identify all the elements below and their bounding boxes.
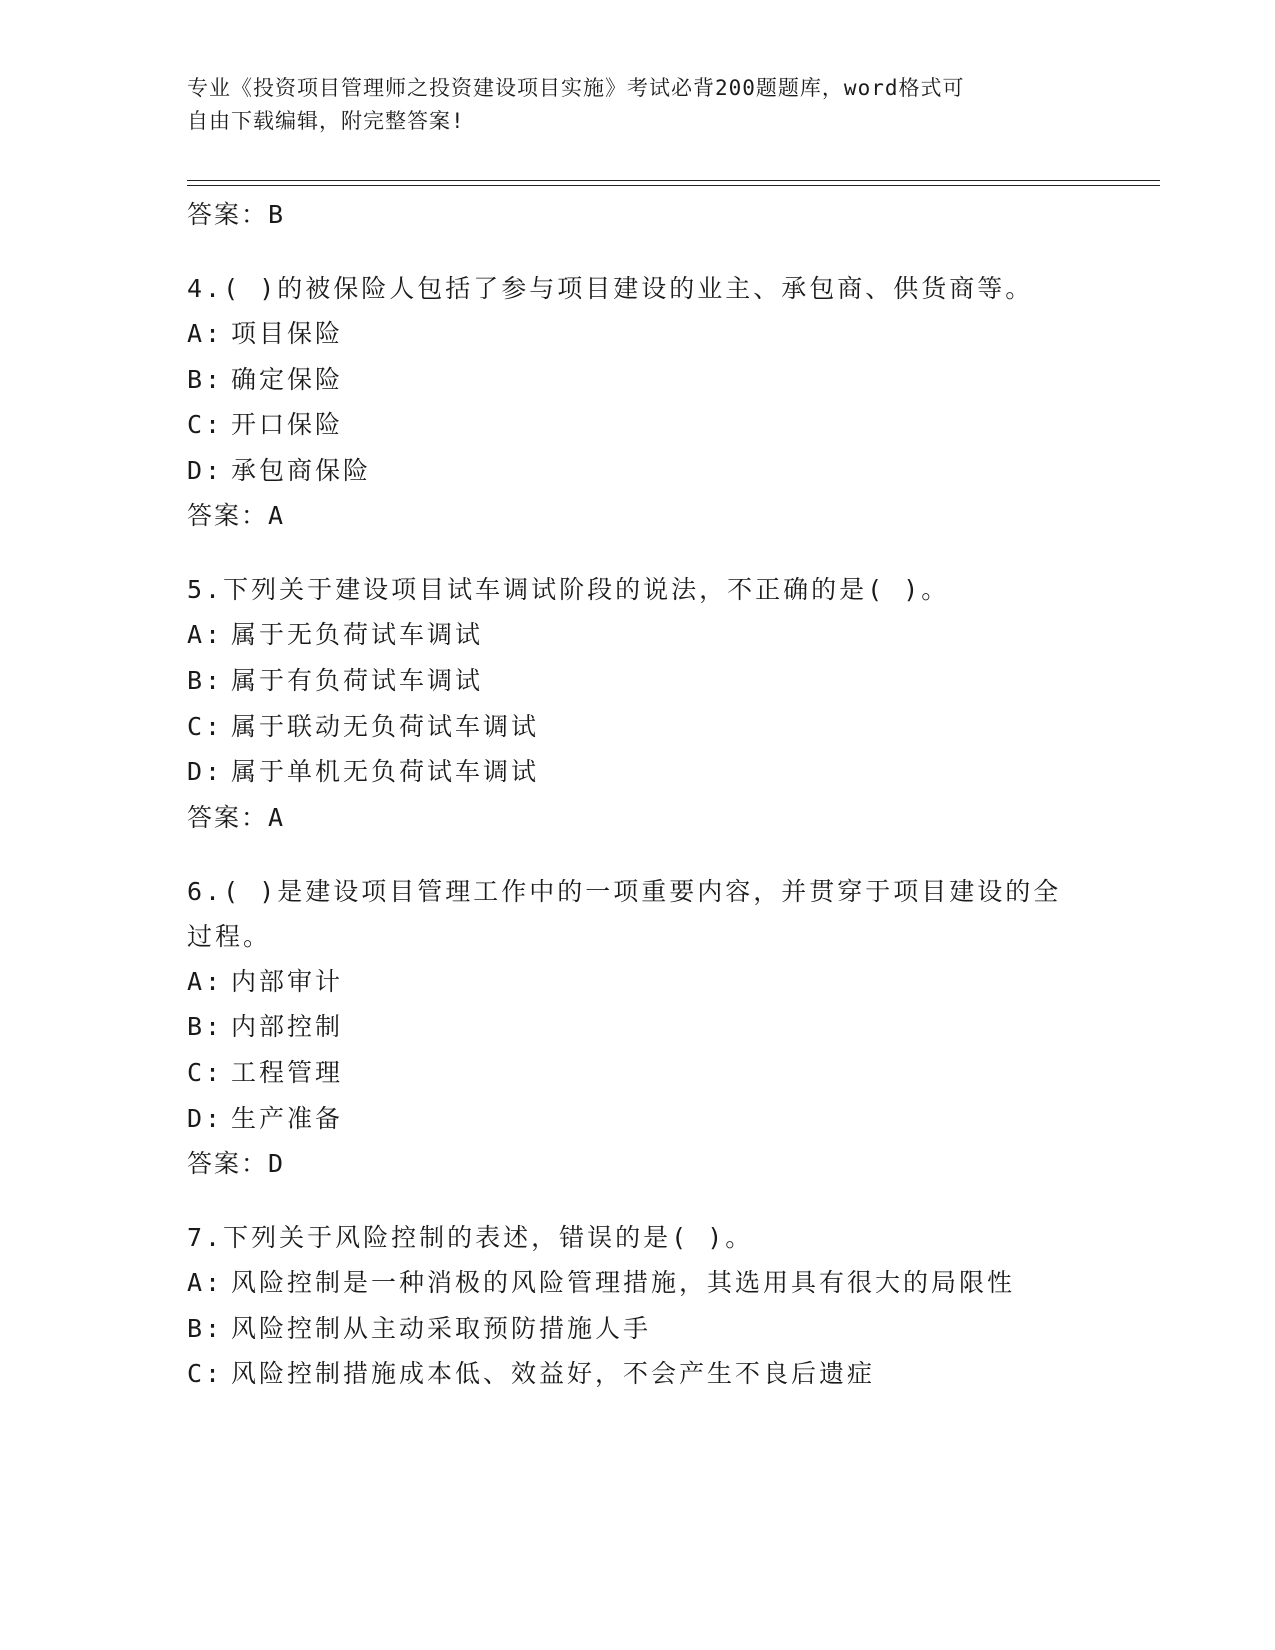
question-text: 7.下列关于风险控制的表述，错误的是( )。 xyxy=(187,1223,754,1253)
option-text: 内部控制 xyxy=(231,1012,344,1042)
option-key: A: xyxy=(187,319,224,348)
answer-line: 答案：A xyxy=(187,501,286,531)
header-line-1: 专业《投资项目管理师之投资建设项目实施》考试必背200题题库，word格式可 xyxy=(187,76,965,100)
option-key: D: xyxy=(187,1103,224,1133)
question-text: 6.( )是建设项目管理工作中的一项重要内容，并贯穿于项目建设的全过程。 xyxy=(187,876,1062,951)
option-text: 确定保险 xyxy=(231,364,344,394)
option-key: C: xyxy=(187,410,224,440)
option-text: 开口保险 xyxy=(231,410,344,440)
question-item xyxy=(187,869,1087,1187)
option-key: C: xyxy=(187,1057,224,1087)
option-a xyxy=(187,959,1087,1005)
option-text: 属于有负荷试车调试 xyxy=(231,665,484,695)
option-text: 属于单机无负荷试车调试 xyxy=(231,757,540,787)
option-d xyxy=(187,749,1087,795)
option-a xyxy=(187,612,1087,658)
answer-line: 答案：A xyxy=(187,802,286,832)
option-a xyxy=(187,1260,1087,1306)
option-key: A: xyxy=(187,966,224,996)
option-c xyxy=(187,1050,1087,1096)
option-key: D: xyxy=(187,757,224,787)
option-key: C: xyxy=(187,711,224,741)
question-item xyxy=(187,1215,1087,1397)
header-divider xyxy=(187,180,1160,186)
question-list xyxy=(187,192,1087,1397)
question-text: 5.下列关于建设项目试车调试阶段的说法，不正确的是( )。 xyxy=(187,575,950,605)
option-d xyxy=(187,1096,1087,1142)
option-key: C: xyxy=(187,1359,224,1389)
option-text: 项目保险 xyxy=(231,319,344,348)
option-b xyxy=(187,658,1087,704)
option-b xyxy=(187,1306,1087,1352)
option-key: A: xyxy=(187,620,224,650)
option-c xyxy=(187,402,1087,448)
option-text: 生产准备 xyxy=(231,1103,344,1133)
option-key: B: xyxy=(187,665,224,695)
option-key: B: xyxy=(187,364,224,394)
option-a xyxy=(187,311,1087,357)
document-header xyxy=(187,72,1067,138)
option-key: B: xyxy=(187,1012,224,1042)
option-c xyxy=(187,1351,1087,1397)
option-b xyxy=(187,1004,1087,1050)
option-text: 属于无负荷试车调试 xyxy=(231,620,484,650)
option-text: 承包商保险 xyxy=(231,455,372,485)
question-item xyxy=(187,567,1087,840)
option-text: 内部审计 xyxy=(231,966,344,996)
option-key: D: xyxy=(187,455,224,485)
option-c xyxy=(187,704,1087,750)
header-line-2: 自由下载编辑，附完整答案! xyxy=(187,109,465,133)
option-b xyxy=(187,357,1087,403)
option-d xyxy=(187,448,1087,494)
answer-line: 答案：B xyxy=(187,200,286,229)
option-text: 风险控制措施成本低、效益好，不会产生不良后遗症 xyxy=(231,1359,876,1389)
option-text: 属于联动无负荷试车调试 xyxy=(231,711,540,741)
question-item xyxy=(187,266,1087,539)
option-key: B: xyxy=(187,1313,224,1343)
question-text: 4.( )的被保险人包括了参与项目建设的业主、承包商、供货商等。 xyxy=(187,274,1034,303)
option-text: 工程管理 xyxy=(231,1057,344,1087)
option-text: 风险控制是一种消极的风险管理措施，其选用具有很大的局限性 xyxy=(231,1268,1016,1298)
option-key: A: xyxy=(187,1268,224,1298)
answer-line: 答案：D xyxy=(187,1149,286,1179)
option-text: 风险控制从主动采取预防措施人手 xyxy=(231,1313,652,1343)
